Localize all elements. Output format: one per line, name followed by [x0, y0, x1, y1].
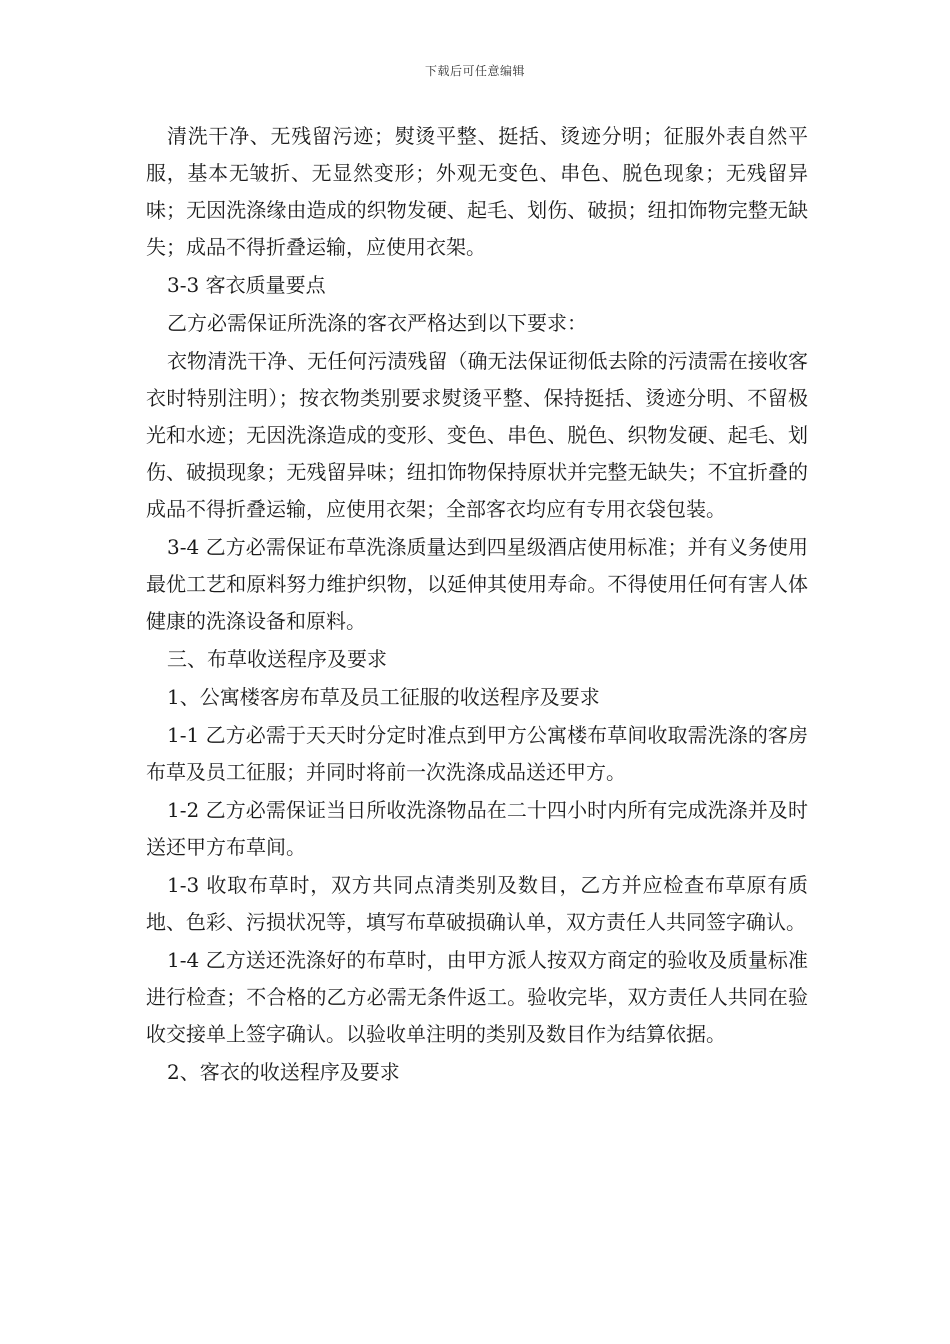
paragraph-1-2: 1-2 乙方必需保证当日所收洗涤物品在二十四小时内所有完成洗涤并及时送还甲方布草间。 [146, 798, 808, 859]
paragraph-quality-standards: 清洗干净、无残留污迹；熨烫平整、挺括、烫迹分明；征服外表自然平服，基本无皱折、无显然变形；外观无变色、串色、脱色现象；无残留异味；无因洗涤缘由造成的织物发硬、起毛、划伤、破损；纽扣饰物完整无缺失；成品不得折叠运输，应使用衣架。 [146, 124, 808, 259]
document-body [146, 118, 808, 1092]
paragraph-guest-laundry-intro: 乙方必需保证所洗涤的客衣严格达到以下要求： [167, 311, 587, 335]
paragraph-1-3: 1-3 收取布草时，双方共同点清类别及数目，乙方并应检查布草原有质地、色彩、污损状况等，填写布草破损确认单，双方责任人共同签字确认。 [146, 873, 808, 934]
subsection-heading-1: 1、公寓楼客房布草及员工征服的收送程序及要求 [167, 685, 600, 709]
paragraph-3-4: 3-4 乙方必需保证布草洗涤质量达到四星级酒店使用标准；并有义务使用最优工艺和原料努力维护织物，以延伸其使用寿命。不得使用任何有害人体健康的洗涤设备和原料。 [146, 535, 808, 633]
paragraph-guest-laundry-requirements: 衣物清洗干净、无任何污渍残留（确无法保证彻低去除的污渍需在接收客衣时特别注明）；按衣物类别要求熨烫平整、保持挺括、烫迹分明、不留极光和水迹；无因洗涤造成的变形、变色、串色、脱色、织物发硬、起毛、划伤、破损现象；无残留异味；纽扣饰物保持原状并完整无缺失；不宜折叠的成品不得折叠运输，应使用衣架；全部客衣均应有专用衣袋包装。 [146, 349, 808, 521]
paragraph-1-1: 1-1 乙方必需于天天时分定时准点到甲方公寓楼布草间收取需洗涤的客房布草及员工征服；并同时将前一次洗涤成品送还甲方。 [146, 723, 808, 784]
subsection-heading-2: 2、客衣的收送程序及要求 [167, 1060, 400, 1084]
page-header-note: 下载后可任意编辑 [424, 64, 525, 78]
paragraph-1-4: 1-4 乙方送还洗涤好的布草时，由甲方派人按双方商定的验收及质量标准进行检查；不合格的乙方必需无条件返工。验收完毕，双方责任人共同在验收交接单上签字确认。以验收单注明的类别及数目作为结算依据。 [146, 948, 808, 1046]
section-heading-3: 三、布草收送程序及要求 [167, 647, 387, 671]
section-heading-3-3: 3-3 客衣质量要点 [167, 273, 326, 297]
